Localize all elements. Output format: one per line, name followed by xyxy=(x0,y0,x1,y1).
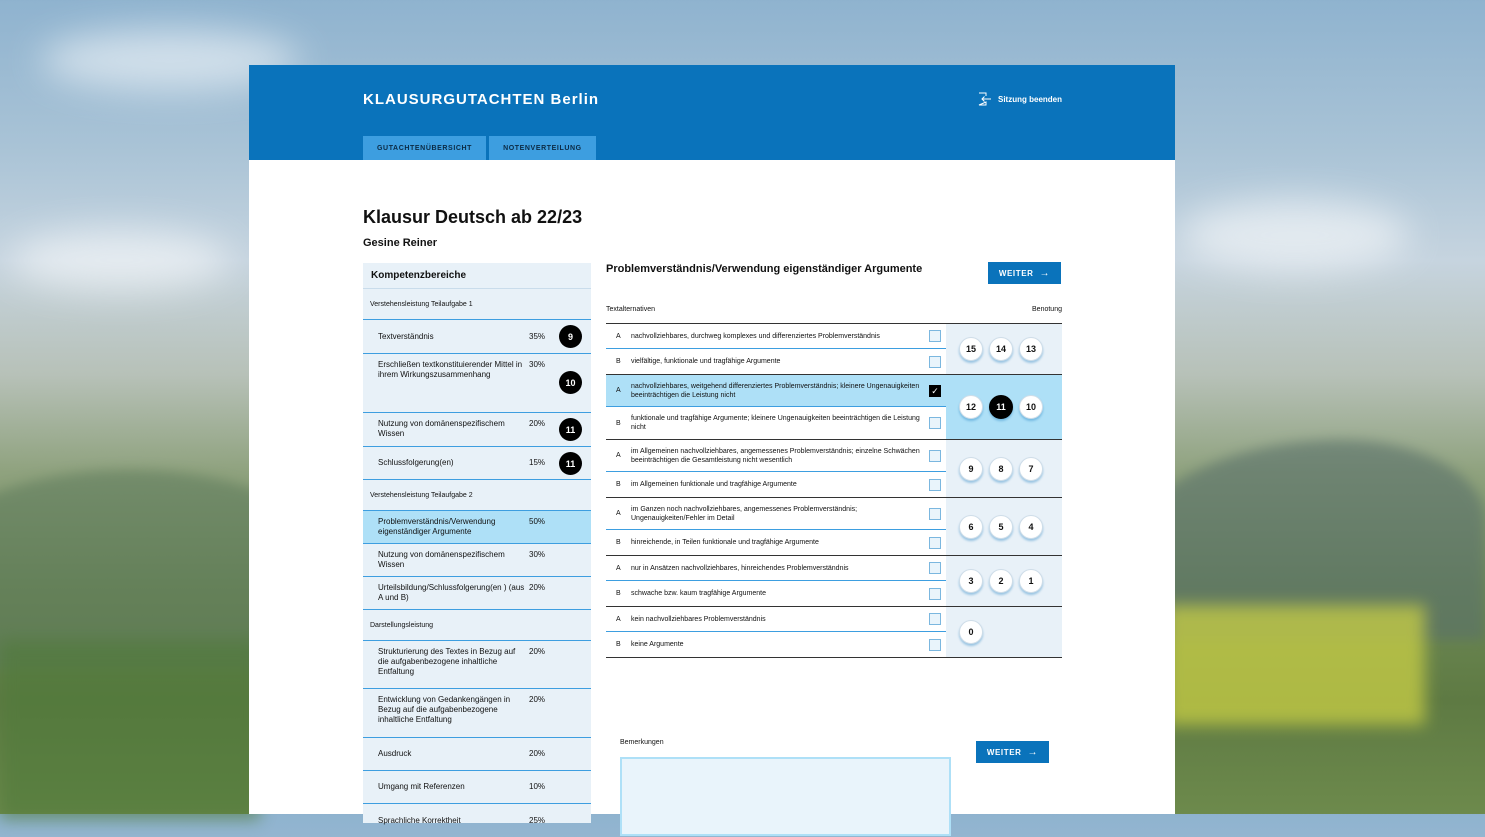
logout-button[interactable] xyxy=(978,92,1062,106)
sidebar-item-label: Problemverständnis/Verwendung eigenständiger Argumente xyxy=(378,517,496,536)
alternative-checkbox[interactable] xyxy=(929,562,941,574)
remarks-label: Bemerkungen xyxy=(620,739,664,746)
grade-point-button[interactable]: 11 xyxy=(989,395,1013,419)
text-alternatives xyxy=(606,440,946,497)
section-heading: Problemverständnis/Verwendung eigenständiger Argumente xyxy=(606,263,923,275)
grade-point-button[interactable]: 14 xyxy=(989,337,1013,361)
grade-badge: 10 xyxy=(559,371,582,394)
text-alternatives xyxy=(606,607,946,657)
alternative-text: im Allgemeinen funktionale und tragfähige Argumente xyxy=(631,481,797,488)
text-alternatives xyxy=(606,498,946,555)
text-alternative-row[interactable] xyxy=(606,632,946,657)
app-window xyxy=(249,65,1175,825)
alternative-text: schwache bzw. kaum tragfähige Argumente xyxy=(631,590,767,597)
alternative-text: keine Argumente xyxy=(631,641,684,648)
sidebar-item-weight: 30% xyxy=(529,360,546,369)
sidebar-item-label: Schlussfolgerung(en) xyxy=(378,458,454,467)
sidebar-item[interactable] xyxy=(363,641,591,689)
alternative-text: hinreichende, in Teilen funktionale und tragfähige Argumente xyxy=(631,539,819,546)
tab-notenverteilung[interactable]: NOTENVERTEILUNG xyxy=(489,136,596,160)
alternative-checkbox[interactable] xyxy=(929,479,941,491)
sidebar-item-label: Strukturierung des Textes in Bezug auf die aufgabenbezogene inhaltliche Entfaltung xyxy=(378,647,516,676)
alternative-letter: A xyxy=(616,564,621,572)
sidebar-item-weight: 20% xyxy=(529,419,546,428)
text-alternative-row[interactable] xyxy=(606,407,946,439)
sidebar-item[interactable] xyxy=(363,320,591,354)
sidebar-item[interactable] xyxy=(363,354,591,413)
alternative-checkbox[interactable] xyxy=(929,417,941,429)
grade-point-button[interactable]: 12 xyxy=(959,395,983,419)
logout-icon xyxy=(978,92,992,106)
alternative-checkbox[interactable] xyxy=(929,537,941,549)
grading-table xyxy=(606,323,1062,658)
grade-options xyxy=(946,440,1062,497)
sidebar-item-label: Urteilsbildung/Schlussfolgerung(en ) (aus A und B) xyxy=(378,583,525,602)
sidebar-item[interactable] xyxy=(363,689,591,738)
sidebar-item-weight: 15% xyxy=(529,458,546,467)
grade-band-row xyxy=(606,323,1062,375)
sidebar-item-weight: 20% xyxy=(529,749,546,758)
text-alternative-row[interactable] xyxy=(606,440,946,472)
alternative-text: kein nachvollziehbares Problemverständnis xyxy=(631,615,766,623)
alternative-checkbox[interactable] xyxy=(929,356,941,368)
alternative-checkbox[interactable] xyxy=(929,508,941,520)
next-button[interactable] xyxy=(988,262,1061,284)
sidebar-item[interactable] xyxy=(363,447,591,480)
sidebar-item-weight: 10% xyxy=(529,782,546,791)
alternative-text: vielfältige, funktionale und tragfähige Argumente xyxy=(631,358,781,365)
sidebar-item-active[interactable] xyxy=(363,511,591,544)
sidebar-section-heading: Verstehensleistung Teilaufgabe 2 xyxy=(363,480,591,511)
nav-tabs xyxy=(363,136,596,160)
alternative-checkbox[interactable] xyxy=(929,639,941,651)
alternative-letter: B xyxy=(616,358,621,365)
text-alternatives xyxy=(606,324,946,374)
background-field xyxy=(1165,605,1425,725)
text-alternative-row[interactable] xyxy=(606,498,946,530)
grade-point-button[interactable]: 4 xyxy=(1019,515,1043,539)
text-alternative-row[interactable] xyxy=(606,472,946,497)
alternative-checkbox[interactable]: ✓ xyxy=(929,385,941,397)
alternative-letter: B xyxy=(616,539,621,546)
alternative-letter: B xyxy=(616,590,621,597)
grade-point-button[interactable]: 5 xyxy=(989,515,1013,539)
grade-badge: 11 xyxy=(559,418,582,441)
grade-options xyxy=(946,607,1062,657)
alternative-text: im Allgemeinen nachvollziehbares, angemessenes Problemverständnis; einzelne Schwächen beeinträchtigen die Gesamtleistung nicht wesentlich xyxy=(631,447,920,464)
next-button-label: WEITER xyxy=(986,747,1022,757)
text-alternatives xyxy=(606,556,946,606)
text-alternative-row[interactable] xyxy=(606,324,946,349)
grade-band-row xyxy=(606,556,1062,607)
text-alternative-row[interactable] xyxy=(606,581,946,606)
grade-band-row xyxy=(606,440,1062,498)
alternative-text: im Ganzen noch nachvollziehbares, angemessenes Problemverständnis; Ungenauigkeiten/Fehler im Detail xyxy=(631,505,858,522)
sidebar-item[interactable] xyxy=(363,544,591,577)
grade-point-button[interactable]: 8 xyxy=(989,457,1013,481)
grade-band-row xyxy=(606,607,1062,658)
sidebar-item-weight: 20% xyxy=(529,583,546,592)
grade-options xyxy=(946,324,1062,374)
alternative-letter: A xyxy=(616,332,621,340)
app-header xyxy=(249,65,1175,160)
sidebar-section-heading: Verstehensleistung Teilaufgabe 1 xyxy=(363,289,591,320)
competence-sidebar xyxy=(363,263,591,823)
sidebar-item-weight: 50% xyxy=(529,517,546,526)
tab-gutachtenuebersicht[interactable]: GUTACHTENÜBERSICHT xyxy=(363,136,486,160)
text-alternative-row[interactable] xyxy=(606,556,946,581)
sidebar-item[interactable] xyxy=(363,804,591,837)
alternative-letter: B xyxy=(616,641,621,648)
text-alternative-row[interactable] xyxy=(606,349,946,374)
sidebar-item-weight: 20% xyxy=(529,647,546,656)
grade-point-button[interactable]: 3 xyxy=(959,569,983,593)
alternative-letter: A xyxy=(616,510,621,517)
grade-point-button[interactable]: 1 xyxy=(1019,569,1043,593)
alternative-text: nur in Ansätzen nachvollziehbares, hinreichendes Problemverständnis xyxy=(631,564,849,572)
grade-badge: 11 xyxy=(559,452,582,475)
next-button[interactable] xyxy=(976,741,1049,763)
page-title: Klausur Deutsch ab 22/23 xyxy=(363,207,583,227)
sidebar-item-label: Ausdruck xyxy=(378,749,412,758)
alternative-text: nachvollziehbares, weitgehend differenziertes Problemverständnis; kleinere Ungenauigkeiten beeinträchtigen die Leistung nicht xyxy=(631,382,920,399)
sidebar-item[interactable] xyxy=(363,738,591,771)
sidebar-item-weight: 30% xyxy=(529,550,546,559)
sidebar-title: Kompetenzbereiche xyxy=(363,263,591,289)
sidebar-item-label: Entwicklung von Gedankengängen in Bezug auf die aufgabenbezogene inhaltliche Entfaltung xyxy=(378,695,511,724)
text-alternatives xyxy=(606,375,946,439)
remarks-textarea[interactable] xyxy=(620,757,951,836)
alternative-letter: A xyxy=(616,387,621,394)
grade-options xyxy=(946,556,1062,606)
alternative-checkbox[interactable] xyxy=(929,613,941,625)
logout-label: Sitzung beenden xyxy=(998,94,1062,104)
alternative-text: funktionale und tragfähige Argumente; kleinere Ungenauigkeiten beeinträchtigen die Leistung nicht xyxy=(631,415,920,431)
alternative-checkbox[interactable] xyxy=(929,588,941,600)
alternative-checkbox[interactable] xyxy=(929,450,941,462)
text-alternative-row[interactable] xyxy=(606,530,946,555)
grade-point-button[interactable]: 9 xyxy=(959,457,983,481)
grade-point-button[interactable]: 10 xyxy=(1019,395,1043,419)
column-header-grading: Benotung xyxy=(1032,306,1062,313)
app-title: KLAUSURGUTACHTEN Berlin xyxy=(363,91,600,108)
alternative-letter: A xyxy=(616,615,621,623)
text-alternative-row[interactable] xyxy=(606,375,946,407)
arrow-right-icon: → xyxy=(1039,267,1051,279)
sidebar-item-label: Umgang mit Referenzen xyxy=(378,782,465,791)
sidebar-item-label: Erschließen textkonstituierender Mittel in ihrem Wirkungszusammenhang xyxy=(378,360,523,379)
sidebar-item-label: Sprachliche Korrektheit xyxy=(378,815,461,825)
background-field xyxy=(0,640,260,820)
grade-point-button[interactable]: 15 xyxy=(959,337,983,361)
grade-options xyxy=(946,498,1062,555)
alternative-letter: B xyxy=(616,419,621,427)
grade-badge: 9 xyxy=(559,325,582,348)
alternative-checkbox[interactable] xyxy=(929,330,941,342)
grade-point-button[interactable]: 7 xyxy=(1019,457,1043,481)
grade-point-button[interactable]: 2 xyxy=(989,569,1013,593)
grade-band-row xyxy=(606,375,1062,440)
alternative-letter: B xyxy=(616,481,621,488)
sidebar-item[interactable] xyxy=(363,771,591,804)
student-name: Gesine Reiner xyxy=(363,237,437,249)
sidebar-item-label: Textverständnis xyxy=(378,331,434,341)
sidebar-item[interactable] xyxy=(363,577,591,610)
sidebar-section-heading: Darstellungsleistung xyxy=(363,610,591,641)
sidebar-item-weight: 35% xyxy=(529,331,546,341)
sidebar-item-weight: 20% xyxy=(529,695,546,704)
next-button-label: WEITER xyxy=(998,268,1034,278)
grade-band-row xyxy=(606,498,1062,556)
sidebar-item-weight: 25% xyxy=(529,815,546,825)
column-header-alternatives: Textalternativen xyxy=(606,306,656,313)
grade-options xyxy=(946,375,1062,439)
sidebar-item-label: Nutzung von domänenspezifischem Wissen xyxy=(378,419,505,438)
text-alternative-row[interactable] xyxy=(606,607,946,632)
grade-point-button[interactable]: 6 xyxy=(959,515,983,539)
sidebar-item[interactable] xyxy=(363,413,591,447)
sidebar-item-label: Nutzung von domänenspezifischem Wissen xyxy=(378,550,505,569)
grade-point-button[interactable]: 0 xyxy=(959,620,983,644)
grade-point-button[interactable]: 13 xyxy=(1019,337,1043,361)
alternative-letter: A xyxy=(616,452,621,459)
alternative-text: nachvollziehbares, durchweg komplexes und differenziertes Problemverständnis xyxy=(631,332,880,340)
arrow-right-icon: → xyxy=(1027,746,1039,758)
